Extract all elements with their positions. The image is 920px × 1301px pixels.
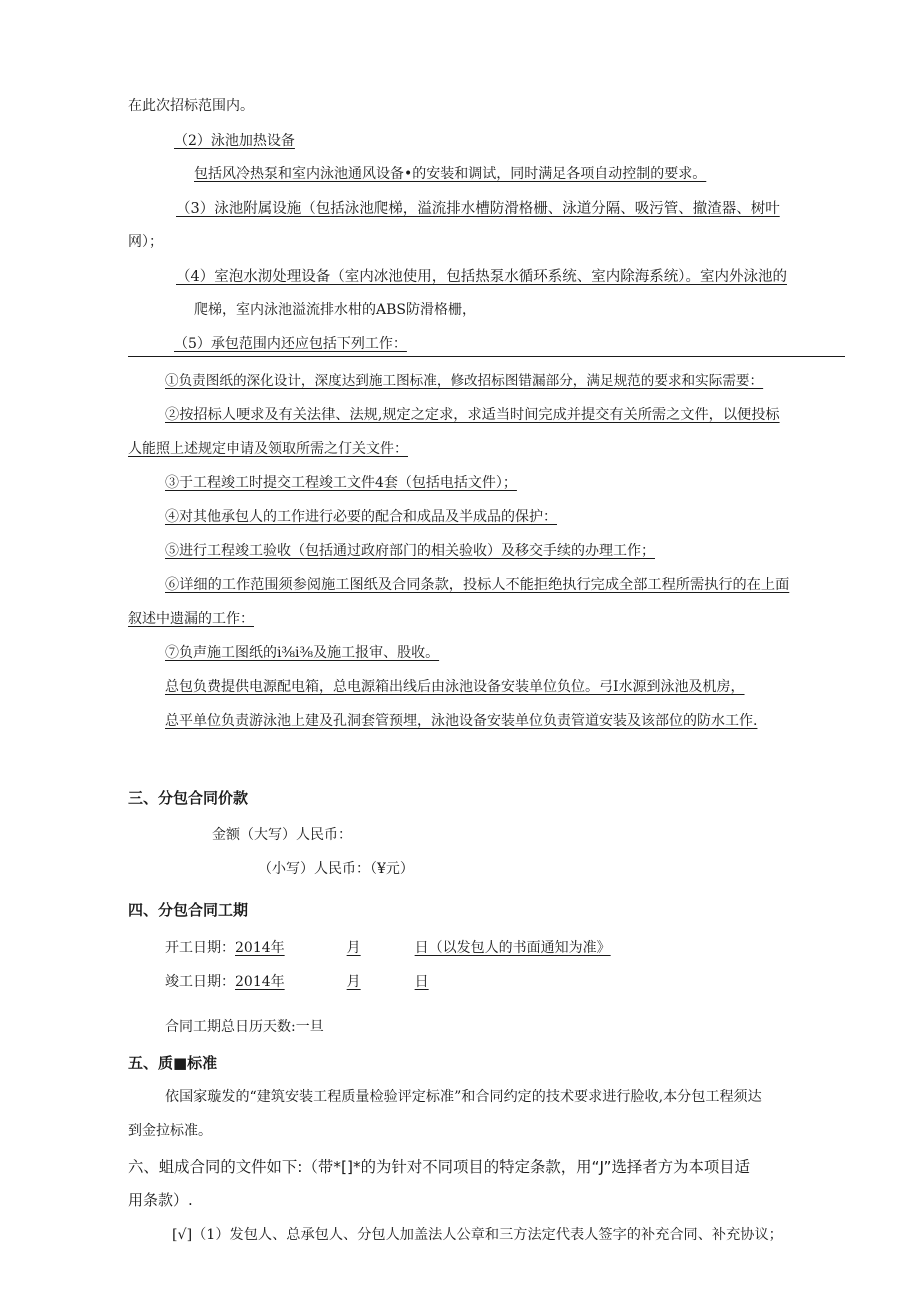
text-line: ①负责图纸的深化设计，深度达到施工图标准，修改招标图错漏部分，满足规范的要求和实际需要： [165, 373, 764, 389]
end-date-label: 竣工日期： [165, 974, 235, 990]
section-heading: 三、分包合同价款 [128, 789, 249, 807]
start-year: 2014年 [235, 940, 285, 956]
text-line: 包括风冷热泵和室内泳池通风设备•的安装和调试，同时满足各项自动控制的要求。 [194, 166, 707, 182]
amount-upper-label: 金额（大写）人民币： [212, 827, 352, 843]
text-line: 到金拉标准。 [128, 1123, 212, 1139]
section-heading-cont: 用条款）. [128, 1191, 193, 1209]
horizontal-rule [128, 356, 845, 357]
end-month: 月 [346, 974, 361, 990]
text-line: 总包负费提供电源配电箱，总电源箱出线后由泳池设备安装单位负位。弓I水源到泳池及机房， [165, 679, 745, 695]
start-date-row [165, 938, 611, 958]
text-line: 总平单位负责游泳池上建及孔洞套管预埋，泳池设备安装单位负责管道安装及该部位的防水工作. [165, 713, 758, 729]
end-year: 2014年 [235, 974, 285, 990]
section-heading: 六、蛆成合同的文件如下:（带*[]*的为针对不同项目的特定条款，用“J”选择者方为本项目适 [128, 1158, 751, 1176]
end-date-value [235, 974, 429, 990]
section-heading: 五、质■标准 [128, 1054, 218, 1072]
text-line: 人能照上述规定申请及领取所需之仃关文件： [128, 441, 408, 457]
start-month: 月 [346, 940, 361, 956]
text-line: ⑤进行工程竣工验收（包括通过政府部门的相关验收）及移交手续的办理工作； [165, 543, 655, 559]
section-heading: 四、分包合同工期 [128, 901, 249, 919]
text-line: 爬梯，室内泳池溢流排水柑的ABS防滑格栅， [194, 302, 476, 318]
total-days: 合同工期总日历天数:一旦 [165, 1019, 324, 1035]
text-line: 在此次招标范围内。 [128, 98, 254, 114]
start-date-value [235, 940, 611, 956]
text-line: 叙述中遗漏的工作： [128, 611, 254, 627]
end-day: 日 [414, 974, 429, 990]
text-line: （4）室泡水沏处理设备（室内冰池使用，包括热泵水循环系统、室内除海系统）。室内外泳池的 [176, 269, 787, 285]
list-item: [√]（1）发包人、总承包人、分包人加盖法人公章和三方法定代表人签字的补充合同、补充协议； [172, 1227, 783, 1243]
text-line: （2）泳池加热设备 [174, 133, 295, 149]
text-line: ⑦负声施工图纸的i⅜i⅜及施工报审、股收。 [165, 645, 440, 661]
start-date-label: 开工日期： [165, 940, 235, 956]
end-date-row [165, 972, 429, 992]
text-line: （5）承包范围内还应包括下列工作： [174, 336, 407, 352]
text-line: （3）泳池附属设施（包括泳池爬梯，溢流排水槽防滑格栅、泳道分隔、吸污管、撤渣器、树叶 [176, 201, 780, 217]
start-day: 日（以发包人的书面通知为准》 [414, 940, 611, 956]
text-line: ④对其他承包人的工作进行必要的配合和成品及半成品的保护： [165, 509, 557, 525]
text-line: 依国家璇发的“建筑安装工程质量检验评定标准”和合同约定的技术要求进行脸收,本分包工程须达 [165, 1089, 762, 1105]
amount-lower-label: （小写）人民币：（¥元） [258, 861, 414, 877]
text-line: 网）； [128, 234, 163, 250]
text-line: ⑥详细的工作范围须参阅施工图纸及合同条款，投标人不能拒绝执行完成全部工程所需执行的在上面 [165, 577, 790, 593]
text-line: ②按招标人哽求及有关法律、法规,规定之定求，求适当时间完成并提交有关所需之文件，以便投标 [165, 407, 780, 423]
text-line: ③于工程竣工时提交工程竣工文件4套（包括电括文件）； [165, 475, 517, 491]
